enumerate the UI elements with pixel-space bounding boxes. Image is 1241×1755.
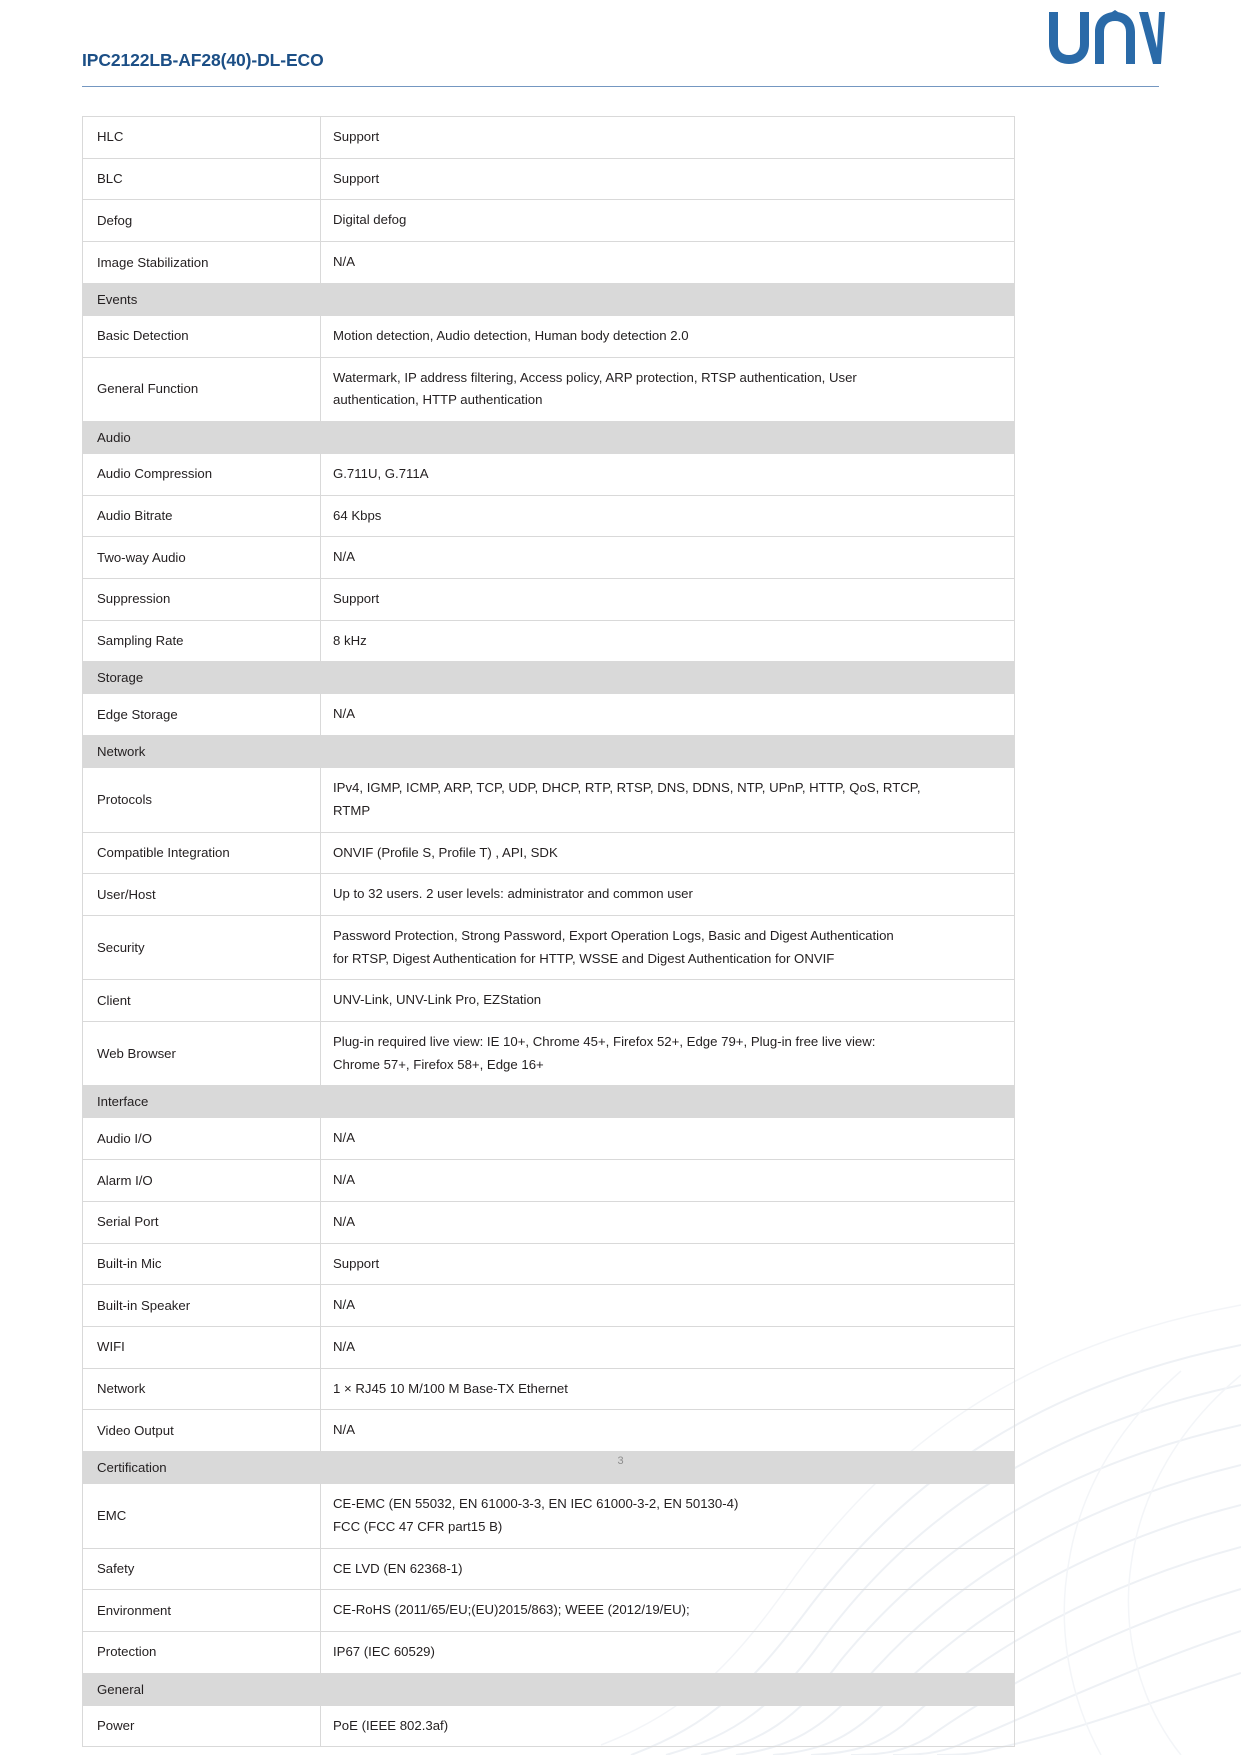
table-row [83,1631,1015,1673]
spec-value [321,1201,1015,1243]
spec-label: EMC [83,1484,321,1548]
spec-value [321,620,1015,662]
spec-label: Edge Storage [83,694,321,736]
spec-value [321,1285,1015,1327]
spec-label: User/Host [83,874,321,916]
table-row [83,242,1015,284]
table-row [83,1484,1015,1548]
spec-value [321,158,1015,200]
table-row [83,832,1015,874]
section-header-label: General [83,1673,1015,1705]
table-row [83,1160,1015,1202]
table-row [83,579,1015,621]
spec-value [321,694,1015,736]
spec-value [321,242,1015,284]
spec-value-line: CE-EMC (EN 55032, EN 61000-3-3, EN IEC 61000-3-2, EN 50130-4) [333,1496,739,1512]
spec-value-line: N/A [333,1422,355,1438]
table-row [83,1201,1015,1243]
spec-label: Basic Detection [83,315,321,357]
spec-value [321,357,1015,421]
spec-value-line: PoE (IEEE 802.3af) [333,1717,449,1733]
section-header-label: Network [83,736,1015,768]
specification-table [82,116,1015,1747]
spec-value-line: Motion detection, Audio detection, Human body detection 2.0 [333,327,689,343]
spec-value-line: N/A [333,706,355,722]
spec-value-line: 1 × RJ45 10 M/100 M Base-TX Ethernet [333,1380,568,1396]
spec-value [321,1243,1015,1285]
spec-value-line: IP67 (IEC 60529) [333,1643,435,1659]
spec-label: Security [83,915,321,979]
spec-value [321,1326,1015,1368]
section-header-label: Audio [83,421,1015,453]
spec-value [321,1368,1015,1410]
spec-value-line: RTMP [333,802,371,818]
table-row [83,117,1015,159]
spec-label: Image Stabilization [83,242,321,284]
section-header-row [83,736,1015,768]
spec-value [321,1631,1015,1673]
page-header [82,0,1159,70]
spec-label: Sampling Rate [83,620,321,662]
spec-value-line: ONVIF (Profile S, Profile T) , API, SDK [333,844,558,860]
spec-label: Safety [83,1548,321,1590]
spec-value-line: Support [333,591,380,607]
spec-value [321,1118,1015,1160]
spec-value [321,1705,1015,1747]
spec-value [321,980,1015,1022]
spec-label: Video Output [83,1410,321,1452]
spec-value [321,874,1015,916]
page-number: 3 [617,1455,624,1467]
header-divider [82,86,1159,87]
specification-table-body [83,117,1015,1747]
spec-value-line: G.711U, G.711A [333,465,429,481]
table-row [83,1326,1015,1368]
spec-value [321,1160,1015,1202]
spec-value-line: N/A [333,254,355,270]
spec-value [321,915,1015,979]
spec-value-line: N/A [333,1130,355,1146]
spec-label: Protocols [83,768,321,832]
spec-value-line: N/A [333,1172,355,1188]
table-row [83,453,1015,495]
spec-label: Audio Bitrate [83,495,321,537]
table-row [83,158,1015,200]
spec-label: Power [83,1705,321,1747]
spec-value-line: Digital defog [333,212,407,228]
spec-label: Web Browser [83,1022,321,1086]
spec-value-line: N/A [333,1213,355,1229]
spec-label: Defog [83,200,321,242]
spec-label: Built-in Speaker [83,1285,321,1327]
table-row [83,1548,1015,1590]
spec-value-line: Chrome 57+, Firefox 58+, Edge 16+ [333,1056,544,1072]
spec-value-line: Support [333,170,380,186]
spec-value-line: N/A [333,1297,355,1313]
spec-label: Serial Port [83,1201,321,1243]
spec-value [321,117,1015,159]
section-header-label: Storage [83,662,1015,694]
spec-value-line: for RTSP, Digest Authentication for HTTP, WSSE and Digest Authentication for ONVIF [333,950,835,966]
spec-value-line: Password Protection, Strong Password, Export Operation Logs, Basic and Digest Authentication [333,927,894,943]
section-header-row [83,421,1015,453]
spec-label: BLC [83,158,321,200]
spec-label: Compatible Integration [83,832,321,874]
table-row [83,495,1015,537]
spec-label: Alarm I/O [83,1160,321,1202]
spec-value-line: CE LVD (EN 62368-1) [333,1560,463,1576]
table-row [83,915,1015,979]
spec-value [321,315,1015,357]
spec-value-line: N/A [333,1338,355,1354]
section-header-label: Interface [83,1086,1015,1118]
spec-value-line: Watermark, IP address filtering, Access policy, ARP protection, RTSP authentication, User [333,369,857,385]
spec-value [321,1484,1015,1548]
spec-label: HLC [83,117,321,159]
table-row [83,1285,1015,1327]
section-header-row [83,1086,1015,1118]
spec-label: Network [83,1368,321,1410]
spec-label: Protection [83,1631,321,1673]
section-header-label: Certification [83,1452,1015,1484]
spec-value-line: Support [333,129,380,144]
spec-value-line: Support [333,1255,380,1271]
spec-value [321,832,1015,874]
table-row [83,620,1015,662]
spec-value-line: N/A [333,549,355,565]
section-header-row [83,283,1015,315]
spec-label: Environment [83,1590,321,1632]
spec-label: Two-way Audio [83,537,321,579]
table-row [83,1590,1015,1632]
spec-value [321,453,1015,495]
table-row [83,315,1015,357]
table-row [83,874,1015,916]
spec-label: Built-in Mic [83,1243,321,1285]
spec-value [321,537,1015,579]
table-row [83,200,1015,242]
spec-label: Audio Compression [83,453,321,495]
spec-value [321,1548,1015,1590]
spec-value-line: authentication, HTTP authentication [333,392,543,408]
spec-label: Audio I/O [83,1118,321,1160]
spec-value-line: 64 Kbps [333,507,382,523]
spec-value [321,200,1015,242]
spec-value [321,579,1015,621]
table-row [83,980,1015,1022]
section-header-label: Events [83,283,1015,315]
page-footer [0,1455,1241,1467]
spec-value [321,1590,1015,1632]
table-row [83,1243,1015,1285]
section-header-row [83,1673,1015,1705]
spec-value-line: IPv4, IGMP, ICMP, ARP, TCP, UDP, DHCP, RTP, RTSP, DNS, DDNS, NTP, UPnP, HTTP, QoS, RTCP, [333,780,921,796]
spec-label: Client [83,980,321,1022]
spec-value [321,1410,1015,1452]
table-row [83,357,1015,421]
table-row [83,1410,1015,1452]
spec-value-line: Up to 32 users. 2 user levels: administrator and common user [333,886,693,902]
spec-label: General Function [83,357,321,421]
spec-value-line: 8 kHz [333,632,367,648]
section-header-row [83,662,1015,694]
spec-value-line: FCC (FCC 47 CFR part15 B) [333,1518,503,1534]
spec-value [321,1022,1015,1086]
table-row [83,768,1015,832]
page-title: IPC2122LB-AF28(40)-DL-ECO [82,50,324,70]
spec-label: WIFI [83,1326,321,1368]
spec-value-line: CE-RoHS (2011/65/EU;(EU)2015/863); WEEE (2012/19/EU); [333,1602,690,1618]
table-row [83,537,1015,579]
spec-value-line: UNV-Link, UNV-Link Pro, EZStation [333,992,542,1008]
spec-value [321,495,1015,537]
spec-label: Suppression [83,579,321,621]
unv-logo [1043,8,1165,70]
table-row [83,1368,1015,1410]
table-row [83,1705,1015,1747]
table-row [83,1022,1015,1086]
table-row [83,694,1015,736]
spec-value [321,768,1015,832]
spec-value-line: Plug-in required live view: IE 10+, Chrome 45+, Firefox 52+, Edge 79+, Plug-in free live view: [333,1034,876,1050]
table-row [83,1118,1015,1160]
